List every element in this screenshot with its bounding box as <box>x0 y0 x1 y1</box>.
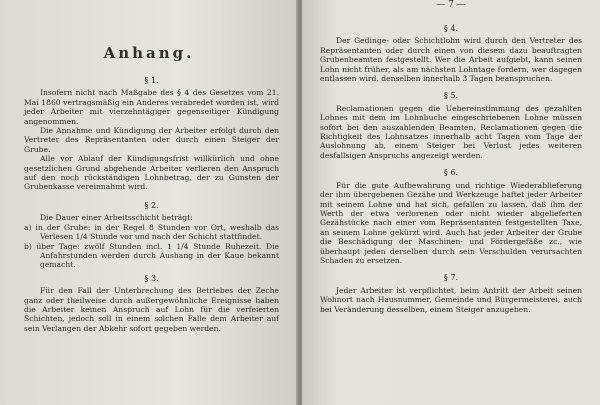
section-heading: § 4. <box>443 24 459 33</box>
section-heading: § 5. <box>443 91 459 101</box>
paragraph: Die Annahme und Kündigung der Arbeiter erfolgt durch den Vertreter des Repräsentanten oder durch einen Steiger der Grube. <box>24 126 279 154</box>
left-page <box>0 0 298 405</box>
list-item: b) über Tage: zwölf Stunden incl. 1 1/4 Stunde Ruhezeit. Die Anfahrstunden werden durch Aushang in der Kaue bekannt gemacht. <box>24 241 279 270</box>
paragraph: Insofern nicht nach Maßgabe des § 4 des Gesetzes vom 21. Mai 1860 vertragsmäßig ein Anderes verabredet worden ist, wird jeder Arbeiter mit vierzehntägiger gegenseitiger Kündigung angenommen. <box>24 88 279 126</box>
paragraph: Der Gedinge- oder Schichtlohn wird durch den Vertreter des Repräsentanten oder durch einen von diesem dazu beauftragten Grubenbeamten festgestellt. Wer die Arbeit aufgiebt, kann seinen Lohn nicht früher, als am nächsten Lohntage fordern, wer dagegen entlassen wird, denselben innerhalb 3 Tagen beanspruchen. <box>320 36 582 84</box>
paragraph: Die Dauer einer Arbeitsschicht beträgt: <box>40 213 193 223</box>
section-heading: § 6. <box>443 168 459 178</box>
right-page-text <box>320 20 582 314</box>
section-heading: § 3. <box>144 273 159 283</box>
section-heading: § 7. <box>443 273 459 283</box>
left-page-text <box>24 72 279 333</box>
page-title: Anhang. <box>103 44 195 62</box>
section-heading: § 1. <box>144 76 159 85</box>
paragraph: Alle vor Ablauf der Kündigungsfrist willkürlich und ohne gesetzlichen Grund abgehende Arbeiter verlieren den Anspruch auf den noch rückständigen Lohnbetrag, der zu Gunsten der Grubenkasse vereinnahmt wird. <box>24 154 279 192</box>
list-item: a) in der Grube: in der Regel 8 Stunden vor Ort, weshalb das Verlesen 1/4 Stunde vor und nach der Schicht stattfindet. <box>24 222 279 242</box>
paragraph: Für die gute Aufbewahrung und richtige Wiederablieferung der ihm übergebenen Gezähe und Werkzeuge haftet jeder Arbeiter mit seinem Lohne und hat sich, gefallen zu lassen, daß ihm der Werth der etwa verlorenen oder nicht wieder abgelieferten Gezähstücke nach einer vom Repräsentanten festgestellten Taxe, an seinem Lohne gekürzt wird. Auch hat jeder Arbeiter der Grube die Beschädigung der Maschinen- und Fördergefäße zc., wie überhaupt jeden derselben durch sein Verschulden verursachten Schaden zu ersetzen. <box>320 180 582 265</box>
paragraph: Reclamationen gegen die Uebereinstimmung des gezahlten Lohnes mit dem im Lohnbuche eingeschriebenen Lohne müssen sofort bei den auszahlenden Beamten, Reclamationen gegen die Richtigkeit des Lohnsatzes innerhalb acht Tagen vom Tage der Auslohnung ab, einem Steiger bei Verlust jedes weiteren desfallsigen Anspruchs angezeigt werden. <box>320 103 582 160</box>
paragraph: Jeder Arbeiter ist verpflichtet, beim Antritt der Arbeit seinen Wohnort nach Hausnummer, Gemeinde und Bürgermeisterei, auch bei Veränderung desselben, einem Steiger anzugeben. <box>320 285 582 314</box>
right-page <box>302 0 600 405</box>
paragraph: Für den Fall der Unterbrechung des Betriebes der Zeche ganz oder theilweise durch außergewöhnliche Ereignisse haben die Arbeiter keinen Anspruch auf Lohn für die verfeierten Schichten, jedoch soll in einem solchen Falle dem Arbeiter auf sein Verlangen der Abkehr sofort gegeben werden. <box>24 286 279 333</box>
section-heading: § 2. <box>144 200 159 210</box>
page-number: — 7 — <box>436 0 466 10</box>
